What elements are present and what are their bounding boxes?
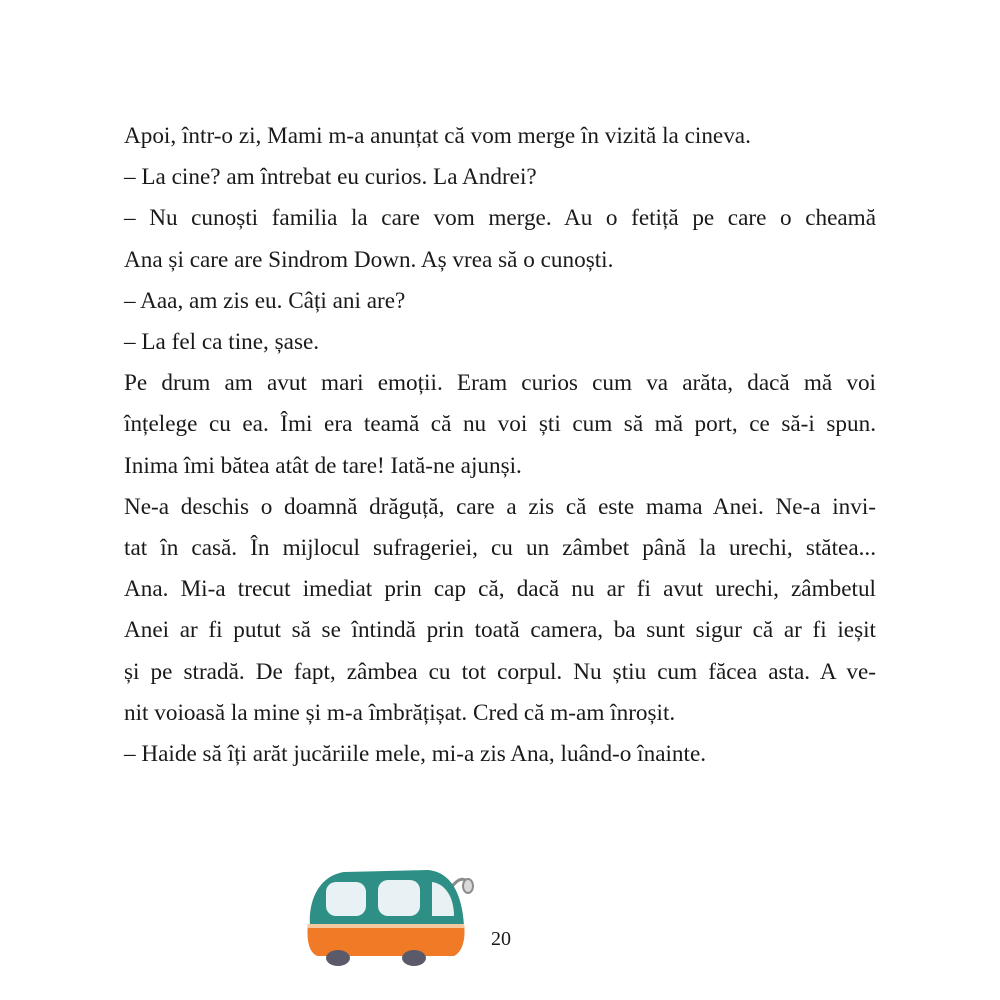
text-line: Ana și care are Sindrom Down. Aș vrea să o cunoști. (124, 246, 614, 273)
text-line: – La cine? am întrebat eu curios. La Andrei? (124, 164, 537, 191)
text-line: nit voioasă la mine și m-a îmbrățișat. Cred că m-am înroșit. (124, 699, 676, 726)
text-line: – Aaa, am zis eu. Câți ani are? (124, 287, 406, 314)
text-line: Pe drum am avut mari emoții. Eram curios cum va arăta, dacă mă voi (124, 370, 876, 397)
text-line: – La fel ca tine, șase. (124, 329, 320, 356)
bus-wheel (326, 950, 350, 966)
text-line: Ne-a deschis o doamnă drăguță, care a zis că este mama Anei. Ne-a invi- (124, 493, 876, 520)
text-line: și pe stradă. De fapt, zâmbea cu tot corpul. Nu știu cum făcea asta. A ve- (124, 658, 876, 685)
text-line: – Nu cunoști familia la care vom merge. Au o fetiță pe care o cheamă (124, 205, 876, 232)
text-line: înțelege cu ea. Îmi era teamă că nu voi ști cum să mă port, ce să-i spun. (124, 411, 876, 438)
page-number: 20 (491, 928, 511, 950)
text-line: tat în casă. În mijlocul sufrageriei, cu un zâmbet până la urechi, stătea... (124, 535, 876, 562)
bus-wheel (402, 950, 426, 966)
bus-stripe (308, 924, 464, 928)
bus-antenna-tip (463, 879, 473, 893)
bus-lower-body (307, 924, 464, 956)
text-line: Apoi, într-o zi, Mami m-a anunțat că vom merge în vizită la cineva. (124, 123, 751, 149)
text-line: Ana. Mi-a trecut imediat prin cap că, dacă nu ar fi avut urechi, zâmbetul (124, 576, 876, 603)
text-line: – Haide să îți arăt jucăriile mele, mi-a zis Ana, luând-o înainte. (124, 741, 707, 768)
text-line: Anei ar fi putut să se întindă prin toată camera, ba sunt sigur că ar fi ieșit (124, 617, 876, 644)
story-text (124, 116, 876, 775)
text-line: Inima îmi bătea atât de tare! Iată-ne ajunși. (124, 452, 522, 479)
toy-bus-icon (298, 862, 478, 972)
bus-window (378, 880, 420, 916)
bus-window (326, 882, 366, 916)
